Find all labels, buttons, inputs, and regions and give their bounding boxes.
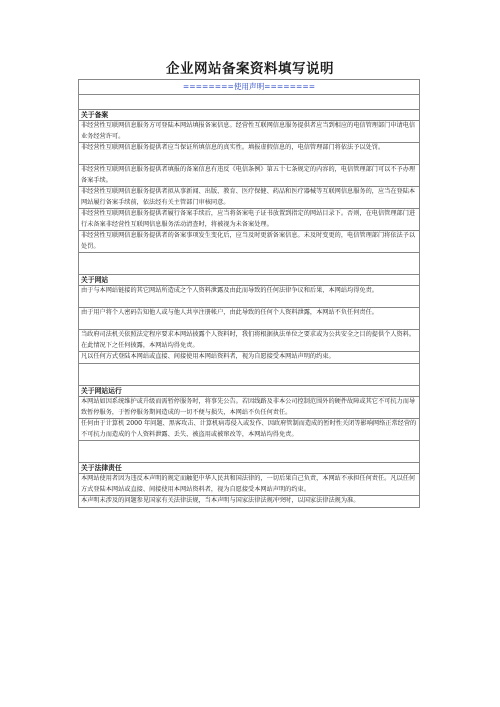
paragraph: 非经营性互联网信息服务提供者拟从事新闻、出版、教育、医疗保健、药品和医疗器械等互联网信息服务的，应当在登陆本网站履行备案手续前，依法经有关主管部门审核同意。 [79,187,419,209]
paragraph: 任何由于计算机 2000 年问题、黑客攻击、计算机病毒侵入或发作、因政府管制而造成的暂时性关闭等影响网络正常经营的不可抗力而造成的个人资料泄露、丢失、被盗用或被窜改等，本网站均得免责。 [79,419,419,441]
paragraph: 本网站如因系统维护或升级而需暂停服务时，将事先公告。若因线路及非本公司控制范围外的硬件故障或其它不可抗力而导致暂停服务，于暂停服务期间造成的一切不便与损失，本网站不负任何责任。 [79,397,419,419]
paragraph: 本声明未涉及的问题参见国家有关法律法规，当本声明与国家法律法规冲突时，以国家法律法规为准。 [79,496,419,508]
spacer-row [79,253,419,275]
usage-statement-banner: ========使用声明======== [79,80,419,95]
paragraph: 当政府司法机关依照法定程序要求本网站披露个人资料时，我们将根据执法单位之要求或为公共安全之目的提供个人资料。在此情况下之任何披露，本网站均得免责。 [79,330,419,352]
spacer-row [79,441,419,463]
section-heading-legal: 关于法律责任 [79,463,419,474]
paragraph: 非经营性互联网信息服务提供者履行备案手续后，应当将备案电子证书放置到指定的网站目录下。否则，在电信管理部门进行未备案非经营性互联网信息服务活动清查时，将被视为未备案处理。 [79,209,419,231]
paragraph: 由于与本网站链接的其它网站所造成之个人资料泄露及由此而导致的任何法律争议和后果，本网站均得免责。 [79,286,419,308]
section-heading-website: 关于网站 [79,275,419,286]
paragraph: 非经营性互联网信息服务提供者的备案事项发生变化后，应当及时更新备案信息。未及时变更的，电信管理部门将依法予以处罚。 [79,231,419,253]
spacer-row [79,95,419,110]
disclaimer-table [78,79,420,508]
section-heading-operation: 关于网站运行 [79,386,419,397]
paragraph: 凡以任何方式登陆本网站或直接、间接使用本网站资料者，视为自愿接受本网站声明的约束。 [79,352,419,364]
page-title: 企业网站备案资料填写说明 [166,61,334,77]
paragraph: 非经营性互联网信息服务提供者应当保证所填信息的真实性。填报虚假信息的，电信管理部门将依法予以处罚。 [79,143,419,165]
paragraph: 非经营性互联网信息服务方可登陆本网站填报备案信息。经营性互联网信息服务提供者应当到相应的电信管理部门申请电信业务经营许可。 [79,121,419,143]
spacer-row [79,364,419,386]
section-heading-filing: 关于备案 [79,110,419,121]
paragraph: 由于用户将个人密码告知他人或与他人共享注册帐户，由此导致的任何个人资料泄露，本网站不负任何责任。 [79,308,419,330]
paragraph: 非经营性互联网信息服务提供者填报的备案信息有违反《电信条例》第五十七条规定的内容的，电信管理部门可以不予办理备案手续。 [79,165,419,187]
paragraph: 本网站使用者因为违反本声明的规定而触犯中华人民共和国法律的，一切后果自己负责，本网站不承担任何责任。凡以任何方式登陆本网站或直接、间接使用本网站资料者，视为自愿接受本网站声明的约束。 [79,474,419,496]
